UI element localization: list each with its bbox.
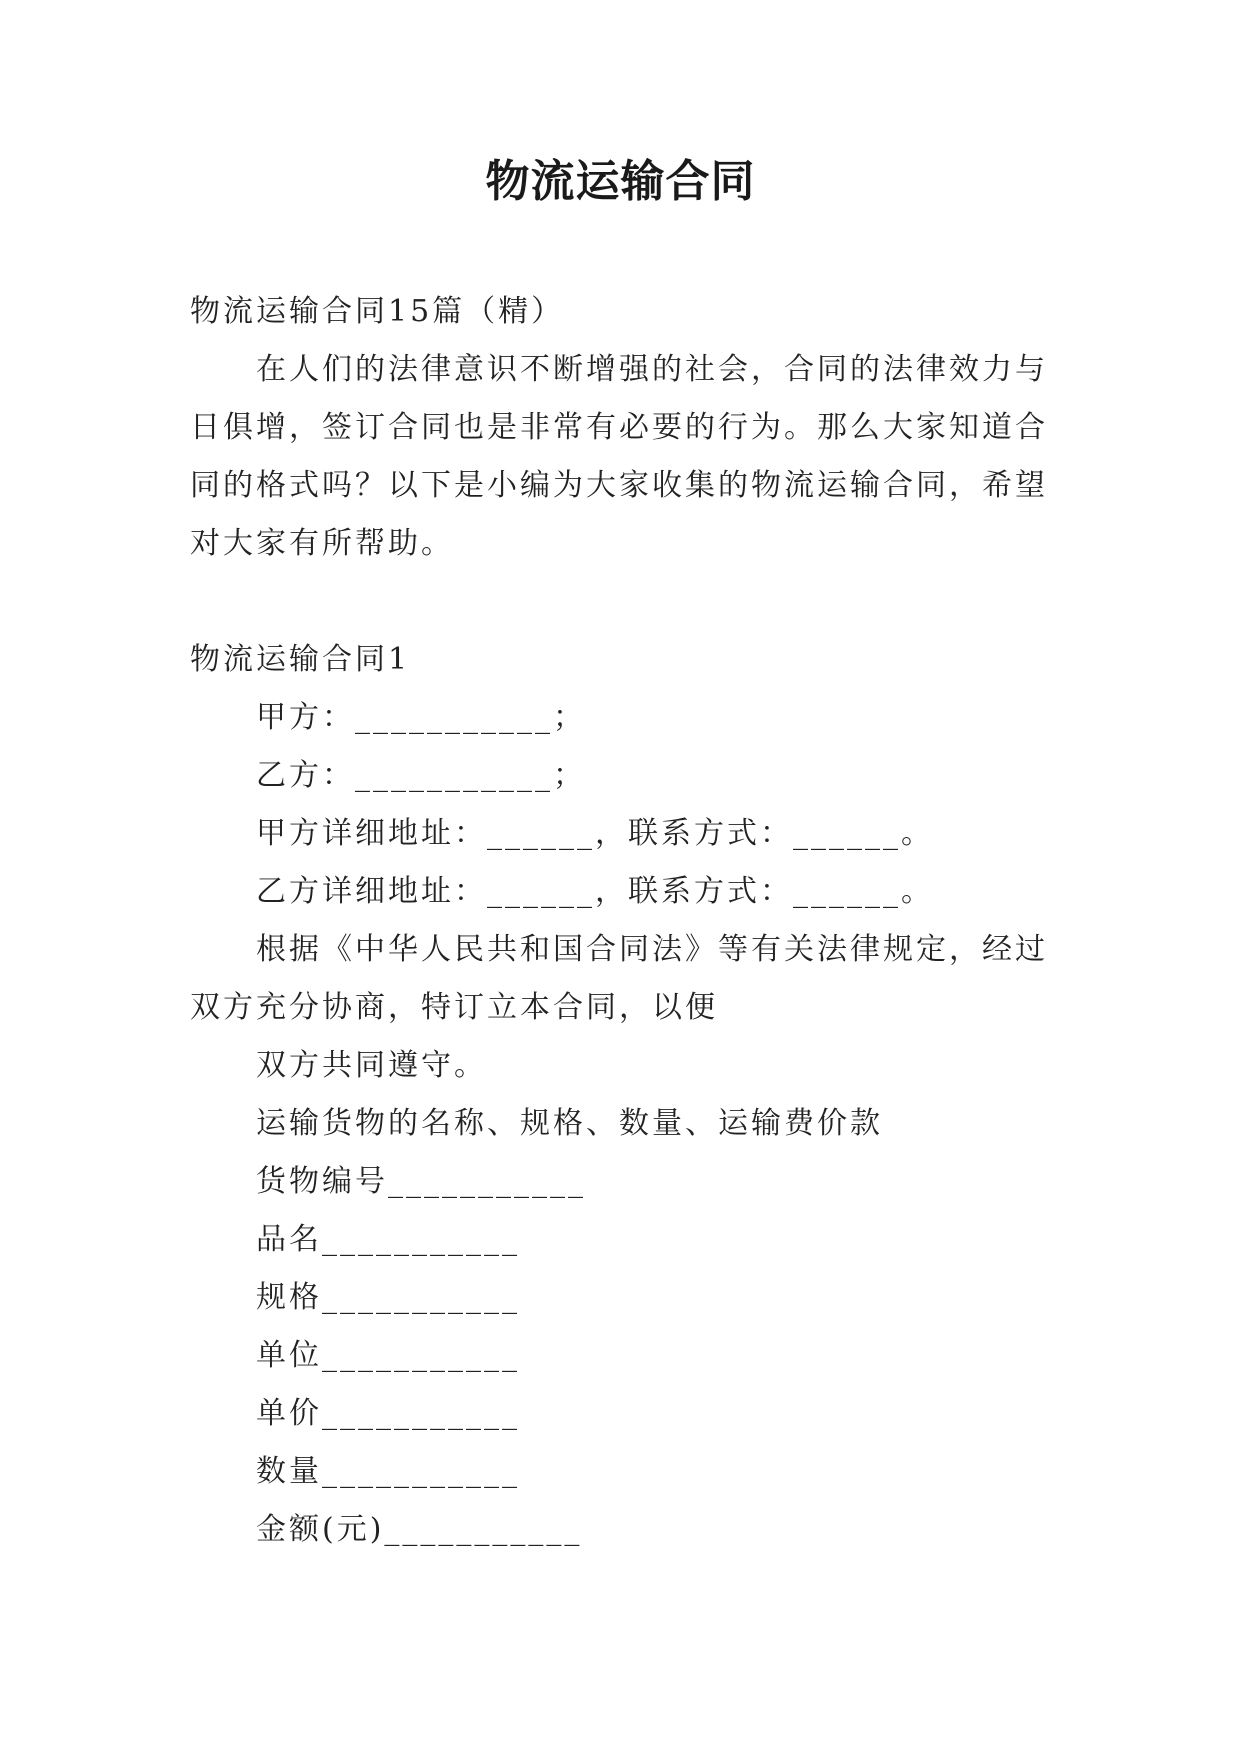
goods-field-unit-price: 单价___________ (256, 1396, 520, 1431)
party-b-line: 乙方：___________； (256, 758, 586, 793)
goods-heading: 运输货物的名称、规格、数量、运输费价款 (256, 1106, 883, 1141)
goods-field-spec: 规格___________ (256, 1280, 520, 1315)
basis-line-3: 双方共同遵守。 (256, 1048, 487, 1083)
goods-field-name: 品名___________ (256, 1222, 520, 1257)
section-heading: 物流运输合同1 (190, 642, 411, 677)
intro-line-1: 在人们的法律意识不断增强的社会，合同的法律效力与 (256, 352, 1048, 387)
party-a-line: 甲方：___________； (256, 700, 586, 735)
basis-line-2: 双方充分协商，特订立本合同，以便 (190, 990, 718, 1025)
document-title: 物流运输合同 (485, 156, 756, 207)
basis-line-1: 根据《中华人民共和国合同法》等有关法律规定，经过 (256, 932, 1048, 967)
party-a-address-line: 甲方详细地址：______，联系方式：______。 (256, 816, 934, 851)
goods-field-amount: 金额(元)___________ (256, 1512, 583, 1547)
goods-field-unit: 单位___________ (256, 1338, 520, 1373)
document-subtitle: 物流运输合同15篇（精） (190, 294, 565, 329)
party-b-address-line: 乙方详细地址：______，联系方式：______。 (256, 874, 934, 909)
goods-field-code: 货物编号___________ (256, 1164, 586, 1199)
goods-field-quantity: 数量___________ (256, 1454, 520, 1489)
intro-line-2: 日俱增，签订合同也是非常有必要的行为。那么大家知道合 (190, 410, 1048, 445)
intro-line-4: 对大家有所帮助。 (190, 526, 454, 561)
intro-line-3: 同的格式吗？以下是小编为大家收集的物流运输合同，希望 (190, 468, 1048, 503)
